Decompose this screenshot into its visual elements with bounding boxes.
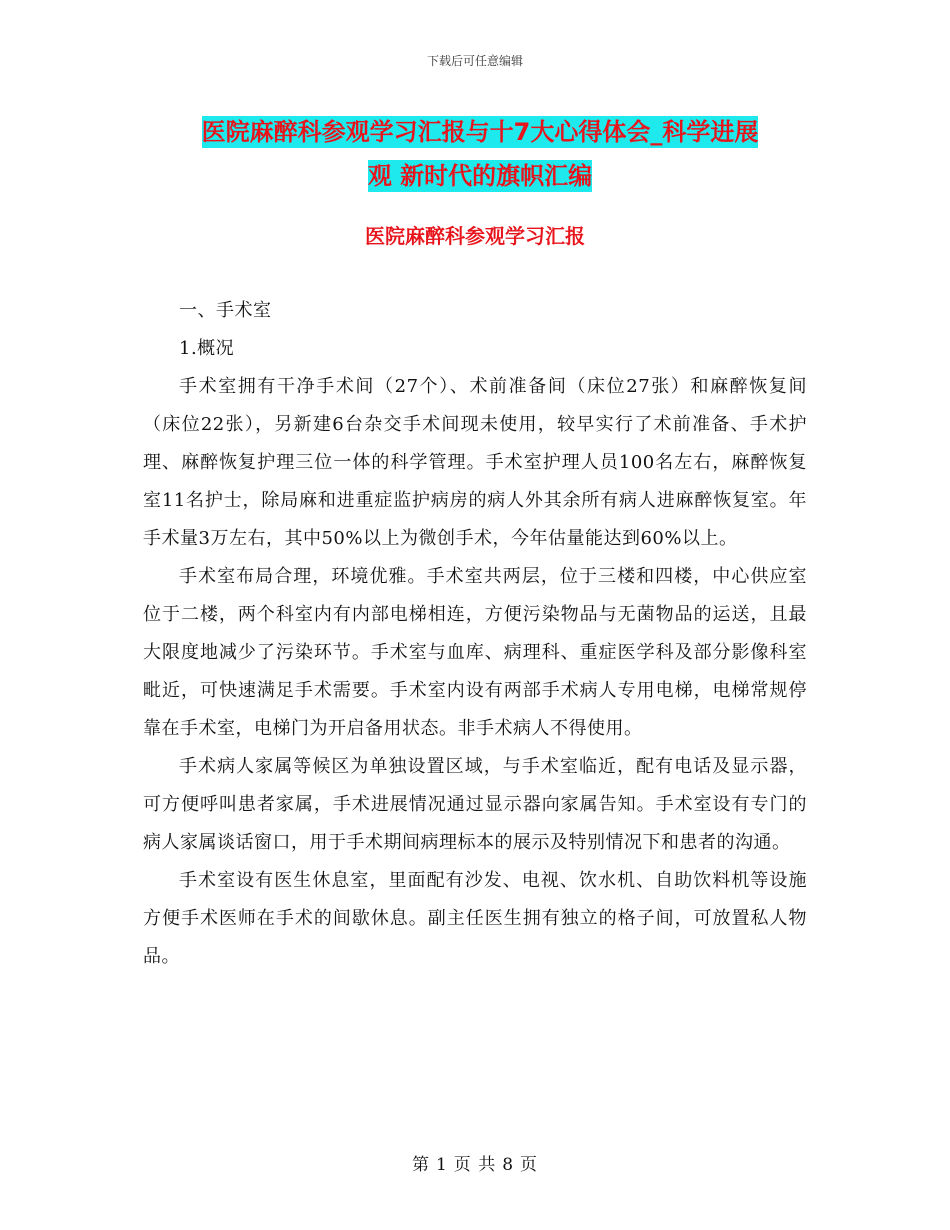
paragraph-heading-1: 一、手术室	[179, 300, 272, 321]
paragraph-heading-2: 1.概况	[179, 338, 235, 359]
header-note: 下载后可任意编辑	[426, 54, 523, 68]
footer-suffix: 页	[520, 1155, 539, 1175]
document-title	[140, 110, 820, 198]
footer-prefix: 第	[411, 1155, 430, 1175]
paragraph: 手术室布局合理，环境优雅。手术室共两层，位于三楼和四楼，中心供应室位于二楼，两个科室内有内部电梯相连，方便污染物品与无菌物品的运送，且最大限度地减少了污染环节。手术室与血库、病理科、重症医学科及部分影像科室毗近，可快速满足手术需要。手术室内设有两部手术病人专用电梯，电梯常规停靠在手术室，电梯门为开启备用状态。非手术病人不得使用。	[143, 566, 807, 739]
footer-middle: 页 共	[453, 1155, 497, 1175]
title-line-1: 医院麻醉科参观学习汇报与十7大心得体会_科学进展	[201, 118, 759, 146]
footer-page-number: 1	[435, 1155, 448, 1175]
page-footer	[0, 1150, 950, 1175]
paragraph: 手术病人家属等候区为单独设置区域，与手术室临近，配有电话及显示器，可方便呼叫患者家属，手术进展情况通过显示器向家属告知。手术室设有专门的病人家属谈话窗口，用于手术期间病理标本的展示及特别情况下和患者的沟通。	[143, 756, 807, 853]
paragraph: 手术室设有医生休息室，里面配有沙发、电视、饮水机、自助饮料机等设施方便手术医师在手术的间歇休息。副主任医生拥有独立的格子间，可放置私人物品。	[143, 870, 807, 967]
paragraph: 手术室拥有干净手术间（27个）、术前准备间（床位27张）和麻醉恢复间（床位22张），另新建6台杂交手术间现未使用，较早实行了术前准备、手术护理、麻醉恢复护理三位一体的科学管理。手术室护理人员100名左右，麻醉恢复室11名护士，除局麻和进重症监护病房的病人外其余所有病人进麻醉恢复室。年手术量3万左右，其中50%以上为微创手术，今年估量能达到60%以上。	[143, 376, 807, 549]
footer-total-pages: 8	[502, 1155, 515, 1175]
body-text	[143, 292, 807, 976]
section-heading: 医院麻醉科参观学习汇报	[365, 224, 585, 248]
title-line-2: 观 新时代的旗帜汇编	[367, 162, 593, 190]
